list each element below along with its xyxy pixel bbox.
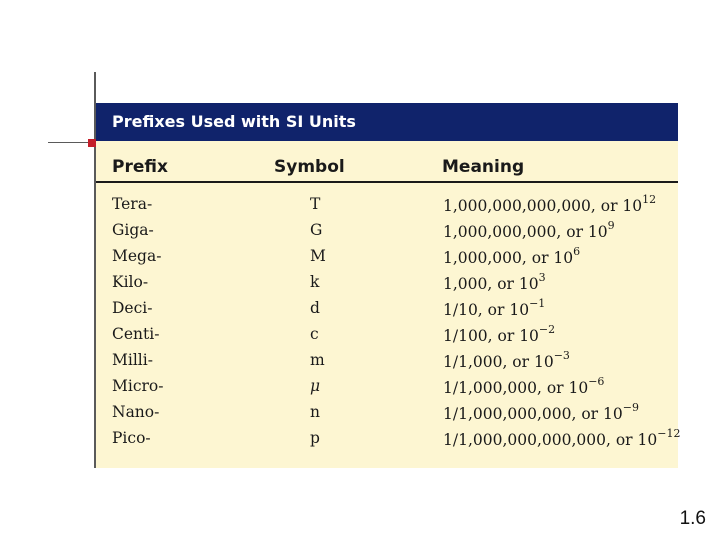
cell-prefix: Mega- — [112, 247, 162, 265]
cell-meaning — [443, 377, 604, 397]
meaning-exponent: 9 — [607, 219, 615, 232]
meaning-base: 1/1,000,000, or 10 — [443, 379, 589, 398]
cell-symbol: n — [310, 403, 320, 421]
meaning-base: 1,000, or 10 — [443, 275, 539, 294]
cell-prefix: Tera- — [112, 195, 153, 213]
table-row — [96, 377, 678, 403]
meaning-exponent: 3 — [538, 271, 546, 284]
label-rule — [48, 142, 92, 143]
meaning-base: 1/1,000,000,000,000, or 10 — [443, 431, 658, 450]
cell-symbol: μ — [310, 377, 321, 395]
cell-symbol: d — [310, 299, 320, 317]
header-meaning: Meaning — [442, 157, 525, 177]
cell-symbol: c — [310, 325, 319, 343]
meaning-base: 1,000,000,000,000, or 10 — [443, 197, 643, 216]
table-row — [96, 299, 678, 325]
table-row — [96, 427, 681, 455]
cell-prefix: Giga- — [112, 221, 154, 239]
table-title-bar — [96, 103, 678, 141]
prefix-table — [96, 141, 681, 468]
cell-meaning — [443, 247, 580, 267]
header-symbol: Symbol — [274, 157, 345, 177]
meaning-exponent: −6 — [588, 375, 605, 388]
cell-symbol: m — [310, 351, 325, 369]
cell-meaning — [443, 403, 639, 423]
table-title: Prefixes Used with SI Units — [112, 112, 356, 131]
meaning-exponent: 6 — [573, 245, 581, 258]
meaning-base: 1/10, or 10 — [443, 301, 530, 320]
meaning-exponent: −1 — [529, 297, 546, 310]
table-row — [96, 221, 678, 247]
meaning-base: 1,000,000, or 10 — [443, 249, 574, 268]
meaning-exponent: −3 — [553, 349, 570, 362]
cell-prefix: Pico- — [112, 429, 151, 447]
marker-square — [88, 139, 96, 147]
cell-prefix: Nano- — [112, 403, 160, 421]
table-row — [96, 403, 678, 429]
meaning-exponent: 12 — [642, 193, 657, 206]
table-row — [96, 325, 678, 351]
cell-prefix: Deci- — [112, 299, 153, 317]
cell-meaning — [443, 273, 546, 293]
meaning-base: 1,000,000,000, or 10 — [443, 223, 608, 242]
cell-meaning — [443, 351, 570, 371]
table-row — [96, 247, 678, 273]
cell-prefix: Milli- — [112, 351, 153, 369]
cell-symbol: k — [310, 273, 320, 291]
meaning-base: 1/100, or 10 — [443, 327, 539, 346]
header-prefix: Prefix — [112, 157, 168, 177]
page-number: 1.6 — [679, 508, 706, 529]
cell-meaning — [443, 325, 555, 345]
meaning-exponent: −9 — [622, 401, 639, 414]
meaning-exponent: −2 — [538, 323, 556, 336]
meaning-base: 1/1,000, or 10 — [443, 353, 554, 372]
table-rows — [96, 193, 681, 455]
cell-symbol: T — [310, 195, 321, 213]
cell-prefix: Kilo- — [112, 273, 149, 291]
table-row — [96, 273, 678, 299]
cell-prefix: Micro- — [112, 377, 164, 395]
cell-meaning — [443, 429, 680, 449]
table-header-row — [96, 141, 678, 183]
meaning-exponent: −12 — [657, 427, 681, 440]
cell-prefix: Centi- — [112, 325, 160, 343]
cell-symbol: G — [310, 221, 323, 239]
table-row — [96, 351, 678, 377]
meaning-base: 1/1,000,000,000, or 10 — [443, 405, 623, 424]
cell-symbol: M — [310, 247, 326, 265]
cell-meaning — [443, 299, 545, 319]
cell-meaning — [443, 195, 656, 215]
table-row — [96, 195, 678, 221]
cell-symbol: p — [310, 429, 320, 447]
cell-meaning — [443, 221, 615, 241]
